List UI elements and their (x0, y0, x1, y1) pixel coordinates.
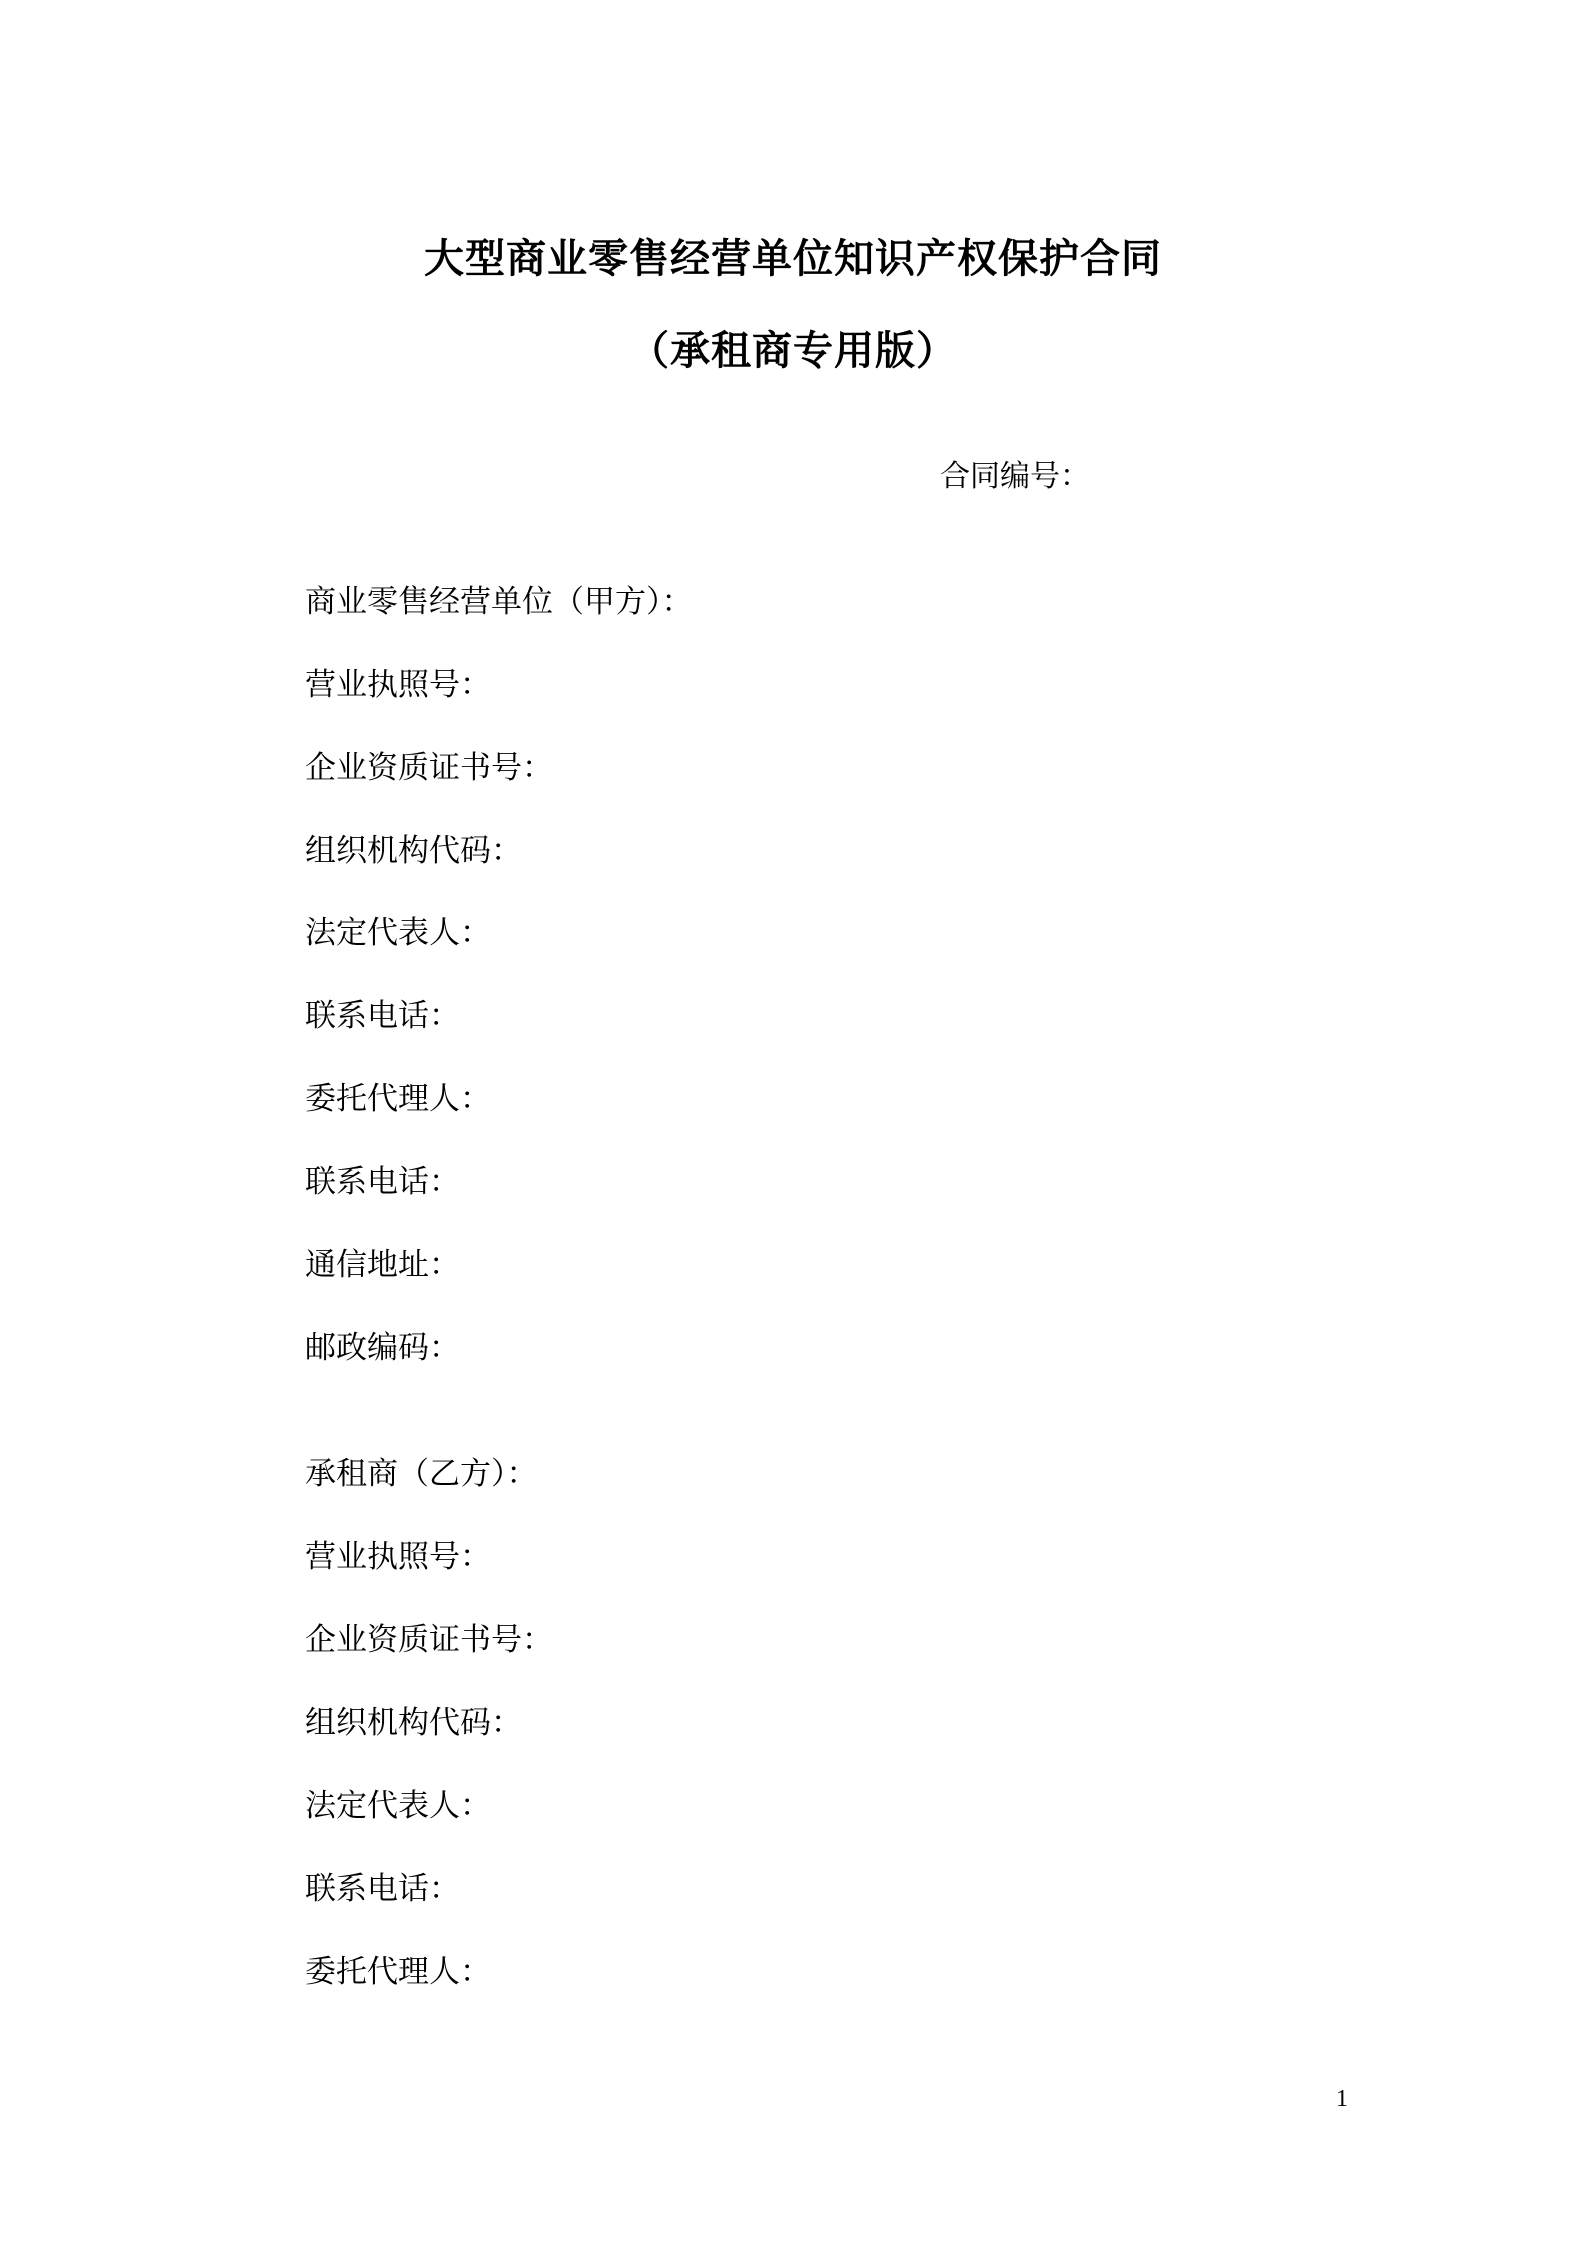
contract-number-label: 合同编号： (940, 459, 1090, 494)
party-b-phone-label: 联系电话： (305, 1871, 460, 1907)
party-a-name-label: 商业零售经营单位（甲方）： (305, 584, 693, 620)
party-a-postcode-label: 邮政编码： (305, 1330, 460, 1366)
party-a-address-label: 通信地址： (305, 1247, 460, 1283)
party-a-legal-rep-label: 法定代表人： (305, 915, 491, 951)
party-b-org-code-label: 组织机构代码： (305, 1705, 522, 1741)
party-b-name-label: 承租商（乙方）： (305, 1456, 538, 1492)
party-a-agent-phone-label: 联系电话： (305, 1164, 460, 1200)
party-a-agent-label: 委托代理人： (305, 1081, 491, 1117)
party-b-qualification-cert-label: 企业资质证书号： (305, 1622, 553, 1658)
page-number: 1 (1336, 2086, 1348, 2112)
document-subtitle: （承租商专用版） (629, 328, 957, 374)
party-b-legal-rep-label: 法定代表人： (305, 1788, 491, 1824)
party-a-qualification-cert-label: 企业资质证书号： (305, 750, 553, 786)
party-a-org-code-label: 组织机构代码： (305, 833, 522, 869)
party-a-business-license-label: 营业执照号： (305, 667, 491, 703)
party-b-business-license-label: 营业执照号： (305, 1539, 491, 1575)
party-b-agent-label: 委托代理人： (305, 1954, 491, 1990)
document-title: 大型商业零售经营单位知识产权保护合同 (424, 236, 1162, 282)
party-a-phone-label: 联系电话： (305, 998, 460, 1034)
